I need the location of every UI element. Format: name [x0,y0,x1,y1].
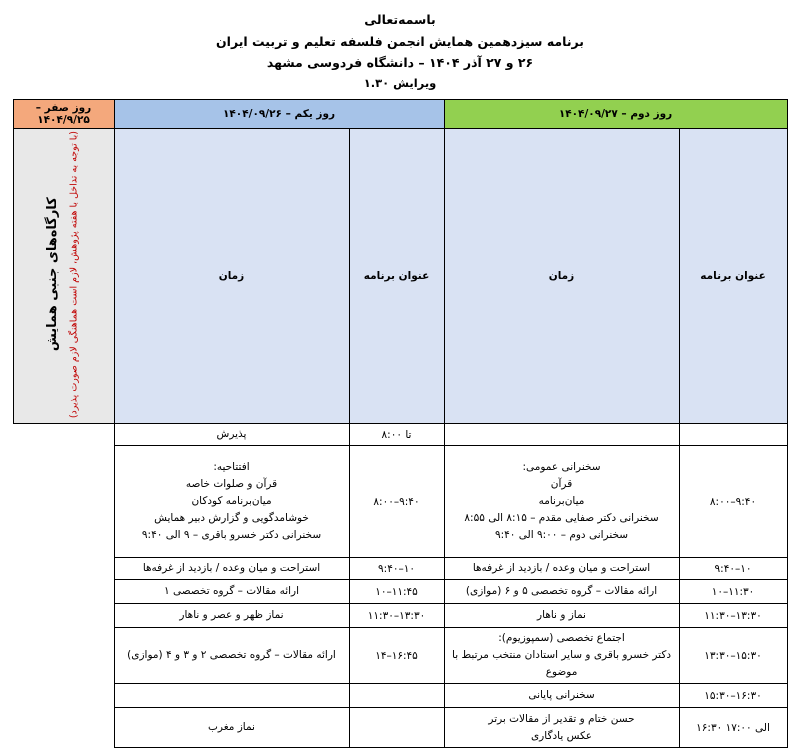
table-row [13,558,787,580]
day2-program-cell [444,580,679,604]
program-line: میان‌برنامه کودکان [191,495,272,508]
day2-time-cell: ۱۶:۳۰ الی ۱۷:۰۰ [679,708,787,748]
day2-program-cell [444,604,679,628]
day0-header: روز صفر – ۱۴۰۴/۹/۲۵ [13,100,114,129]
side-note-cell [13,129,114,424]
day2-time-cell [679,424,787,446]
table-row [13,604,787,628]
day2-time-cell: ۱۵:۳۰–۱۶:۳۰ [679,684,787,708]
day1-time-cell: ۹:۴۰–۱۰ [349,558,444,580]
day1-program-cell [114,580,349,604]
table-row [13,446,787,558]
table-body [13,424,787,748]
day2-program-cell [444,628,679,684]
day2-program-cell [444,446,679,558]
day1-program-cell [114,424,349,446]
day2-time-cell: ۱۱:۳۰–۱۳:۳۰ [679,604,787,628]
program-line: ارائه مقالات – گروه تخصصی ۵ و ۶ (موازی) [465,585,658,598]
program-line: اجتماع تخصصی (سمپوزیوم): [498,632,625,645]
day2-program-cell [444,684,679,708]
day1-time-cell [349,684,444,708]
day2-time-cell: ۹:۴۰–۱۰ [679,558,787,580]
day1-time-cell: ۱۴–۱۶:۴۵ [349,628,444,684]
table-subheader-row [13,129,787,424]
header-line-version: ویرایش ۱.۳۰ [363,75,437,90]
program-line: سخنرانی پایانی [528,689,595,702]
day1-program-cell [114,604,349,628]
side-note-subtitle: (با توجه به تداخل با هفته پژوهش، لازم است هماهنگی لازم صورت پذیرد) [68,131,80,419]
day2-program-cell [444,558,679,580]
day1-header: روز یکم – ۱۴۰۴/۰۹/۲۶ [114,100,444,129]
schedule-table [13,99,788,748]
program-line: ارائه مقالات – گروه تخصصی ۲ و ۳ و ۴ (موازی) [127,649,336,662]
table-row [13,628,787,684]
header-line-date-venue: ۲۶ و ۲۷ آذر ۱۴۰۴ – دانشگاه فردوسی مشهد [266,55,534,70]
program-line: حسن ختام و تقدیر از مقالات برتر [488,712,635,725]
program-line: سخنرانی دکتر خسرو باقری – ۹ الی ۹:۴۰ [141,529,322,542]
program-line: سخنرانی دکتر صفایی مقدم – ۸:۱۵ الی ۸:۵۵ [464,512,659,525]
program-line: افتتاحیه: [213,461,250,474]
document-header [0,0,800,93]
day2-header: روز دوم – ۱۴۰۴/۰۹/۲۷ [444,100,787,129]
program-line: دکتر خسرو باقری و سایر استادان منتخب مرتبط با موضوع [452,649,672,679]
program-line: سخنرانی دوم – ۹:۰۰ الی ۹:۴۰ [494,529,629,542]
day1-program-cell [114,708,349,748]
table-day-header-row [13,100,787,129]
day1-time-cell: ۸:۰۰–۹:۴۰ [349,446,444,558]
table-row [13,684,787,708]
program-line: عکس یادگاری [530,729,593,742]
table-row [13,708,787,748]
program-line: ارائه مقالات – گروه تخصصی ۱ [163,585,300,598]
day2-time-subheader: زمان [444,129,679,424]
day1-program-subheader: عنوان برنامه [349,129,444,424]
program-line: میان‌برنامه [538,495,585,508]
day2-program-cell [444,708,679,748]
day1-time-cell: ۱۰–۱۱:۴۵ [349,580,444,604]
day1-program-cell [114,684,349,708]
day1-time-cell: تا ۸:۰۰ [349,424,444,446]
program-line: قرآن [550,478,573,491]
day1-program-cell [114,558,349,580]
program-line: نماز مغرب [208,721,255,734]
day1-program-cell [114,628,349,684]
header-line-basmala: باسمه‌تعالی [364,12,436,27]
day2-time-cell: ۱۰–۱۱:۳۰ [679,580,787,604]
day2-program-cell [444,424,679,446]
header-line-title: برنامه سیزدهمین همایش انجمن فلسفه تعلیم و تربیت ایران [215,33,584,49]
program-line: خوشامدگویی و گزارش دبیر همایش [154,512,309,525]
table-row [13,424,787,446]
day1-program-cell [114,446,349,558]
day2-program-subheader: عنوان برنامه [679,129,787,424]
program-line: سخنرانی عمومی: [522,461,601,474]
day1-time-subheader: زمان [114,129,349,424]
program-line: نماز و ناهار [537,609,586,622]
day1-time-cell: ۱۱:۳۰–۱۳:۳۰ [349,604,444,628]
side-note-text [41,131,86,418]
program-line: استراحت و میان وعده / بازدید از غرفه‌ها [472,562,651,575]
program-line: قرآن و صلوات خاصه [185,478,278,491]
day2-time-cell: ۸:۰۰–۹:۴۰ [679,446,787,558]
day2-time-cell: ۱۳:۳۰–۱۵:۳۰ [679,628,787,684]
day1-time-cell [349,708,444,748]
program-line: پذیرش [216,428,247,441]
program-line: استراحت و میان وعده / بازدید از غرفه‌ها [142,562,321,575]
table-row [13,580,787,604]
side-note-title: کارگاه‌های جنبی همایش [45,197,61,352]
program-line: نماز ظهر و عصر و ناهار [179,609,284,622]
